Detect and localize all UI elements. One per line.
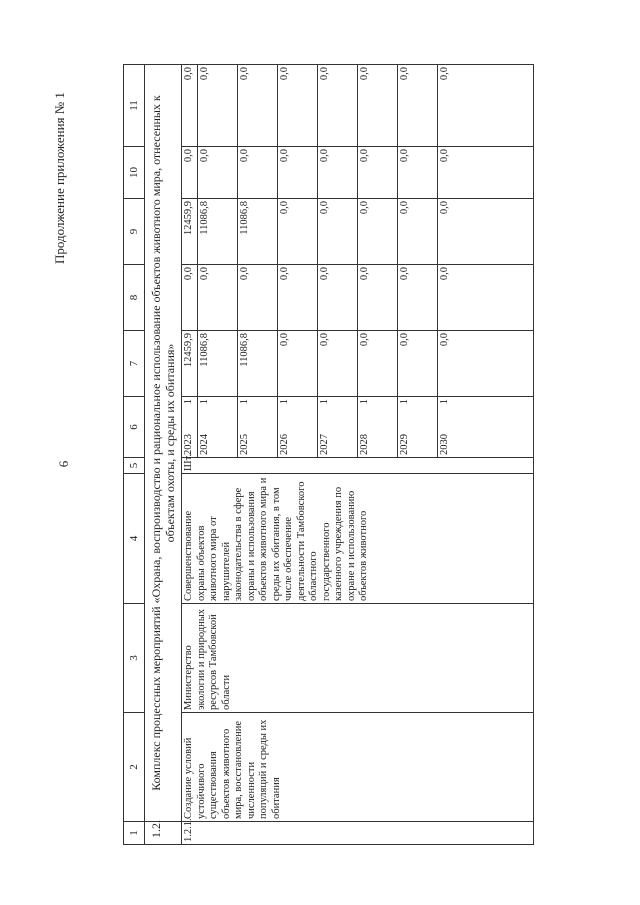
value-cell: 0,0 — [317, 265, 357, 331]
qty: 1 — [318, 399, 330, 405]
col-num: 3 — [124, 604, 145, 713]
col-num: 1 — [124, 822, 145, 845]
value-cell: 0,0 — [437, 199, 533, 265]
value-cell: 0,0 — [317, 331, 357, 397]
year: 2029 — [398, 434, 410, 455]
value-cell: 0,0 — [397, 331, 437, 397]
value-cell: 12459,9 — [182, 331, 198, 397]
col-num: 2 — [124, 713, 145, 822]
value-cell: 0,0 — [437, 265, 533, 331]
section-title: Комплекс процессных мероприятий «Охрана, воспроизводство и рациональное использование объектов животного мира, отнесенных к объектам охоты, и среды их обитания» — [145, 65, 182, 822]
value-cell: 0,0 — [237, 147, 277, 199]
value-cell: 0,0 — [357, 147, 397, 199]
value-cell: 0,0 — [277, 147, 317, 199]
value-cell: 0,0 — [397, 265, 437, 331]
value-cell: 0,0 — [357, 199, 397, 265]
year-qty — [277, 397, 317, 458]
col-num: 9 — [124, 199, 145, 265]
measure-name: Создание условий устойчивого существования объектов животного мира, восстановление численности популяций и среды их обитания — [182, 713, 534, 822]
continuation-title: Продолжение приложения № 1 — [52, 92, 67, 264]
year-qty — [357, 397, 397, 458]
value-cell: 0,0 — [397, 147, 437, 199]
value-cell: 0,0 — [277, 65, 317, 147]
value-cell: 0,0 — [357, 331, 397, 397]
qty: 1 — [358, 399, 370, 405]
col-num: 4 — [124, 474, 145, 604]
value-cell: 0,0 — [197, 147, 237, 199]
year-qty — [437, 397, 533, 458]
value-cell: 0,0 — [317, 147, 357, 199]
value-cell: 0,0 — [182, 265, 198, 331]
value-cell: 0,0 — [277, 265, 317, 331]
value-cell: 0,0 — [277, 331, 317, 397]
value-cell: 0,0 — [397, 65, 437, 147]
appendix-table — [123, 64, 534, 845]
column-number-row — [124, 65, 145, 845]
value-cell: 0,0 — [437, 331, 533, 397]
qty: 1 — [278, 399, 290, 405]
executor: Министерство экологии и природных ресурсов Тамбовской области — [182, 604, 534, 713]
page-number: 6 — [56, 460, 71, 468]
value-cell: 11086,8 — [237, 199, 277, 265]
value-cell: 11086,8 — [237, 331, 277, 397]
value-cell: 0,0 — [437, 147, 533, 199]
col-num: 11 — [124, 65, 145, 147]
year: 2025 — [238, 434, 250, 455]
year-qty — [182, 397, 198, 458]
value-cell: 0,0 — [397, 199, 437, 265]
year: 2028 — [358, 434, 370, 455]
table-row — [182, 65, 198, 845]
col-num: 10 — [124, 147, 145, 199]
value-cell: 0,0 — [182, 65, 198, 147]
section-number: 1.2. — [145, 822, 182, 845]
col-num: 7 — [124, 331, 145, 397]
value-cell: 12459,9 — [182, 199, 198, 265]
year: 2026 — [278, 434, 290, 455]
col-num: 6 — [124, 397, 145, 458]
value-cell: 0,0 — [237, 65, 277, 147]
col-num: 5 — [124, 458, 145, 474]
value-cell: 11086,8 — [197, 331, 237, 397]
value-cell: 11086,8 — [197, 199, 237, 265]
value-cell: 0,0 — [437, 65, 533, 147]
year-qty — [317, 397, 357, 458]
value-cell: 0,0 — [182, 147, 198, 199]
unit: Шт. — [182, 458, 534, 474]
year-qty — [397, 397, 437, 458]
value-cell: 0,0 — [317, 199, 357, 265]
row-number: 1.2.1. — [182, 822, 534, 845]
year: 2023 — [183, 434, 194, 455]
year: 2027 — [318, 434, 330, 455]
year-qty — [237, 397, 277, 458]
year: 2030 — [438, 434, 450, 455]
rotated-table-wrapper — [123, 65, 549, 845]
value-cell: 0,0 — [357, 65, 397, 147]
qty: 1 — [198, 399, 210, 405]
section-row — [145, 65, 182, 845]
value-cell: 0,0 — [197, 265, 237, 331]
value-cell: 0,0 — [277, 199, 317, 265]
col-num: 8 — [124, 265, 145, 331]
year-qty — [197, 397, 237, 458]
value-cell: 0,0 — [317, 65, 357, 147]
qty: 1 — [238, 399, 250, 405]
indicator: Совершенствование охраны объектов животного мира от нарушителей законодательства в сфере охраны и использования объектов животного мира и среды их обитания, в том числе обеспечение деятельности Тамбовского областного государственного казенного учреждения по охране и использованию объектов животного — [182, 474, 534, 604]
value-cell: 0,0 — [357, 265, 397, 331]
qty: 1 — [183, 399, 194, 405]
qty: 1 — [398, 399, 410, 405]
value-cell: 0,0 — [197, 65, 237, 147]
year: 2024 — [198, 434, 210, 455]
value-cell: 0,0 — [237, 265, 277, 331]
qty: 1 — [438, 399, 450, 405]
